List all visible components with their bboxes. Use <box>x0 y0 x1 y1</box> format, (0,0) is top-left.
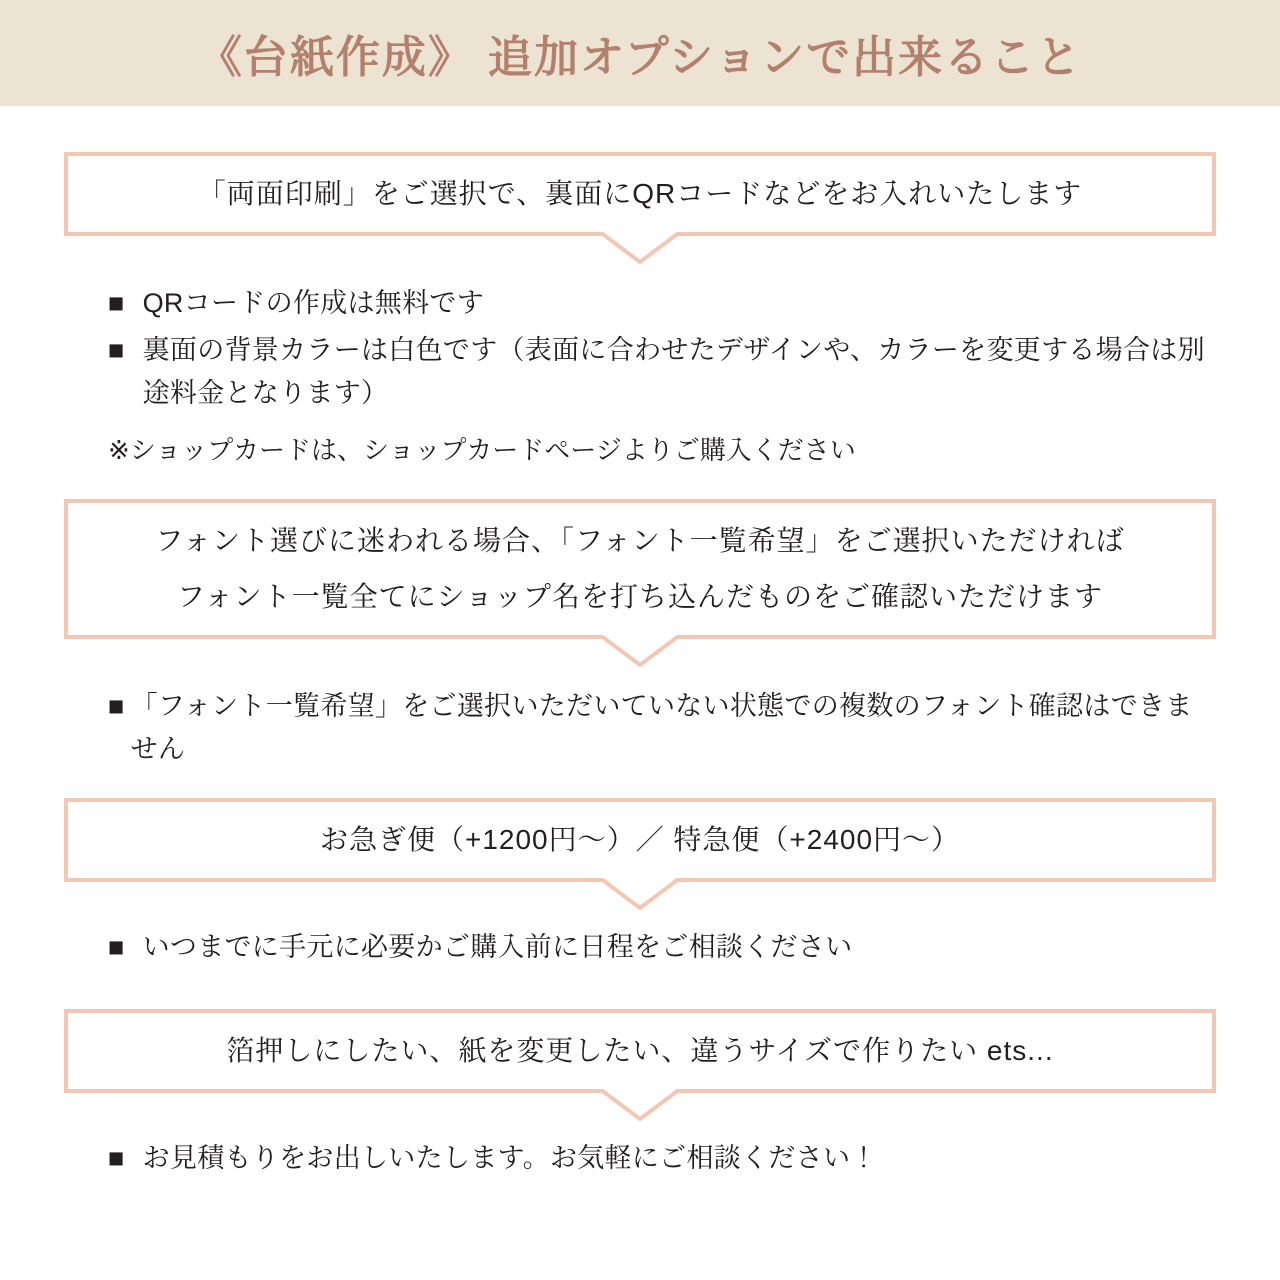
option-box-text: 「両面印刷」をご選択で、裏面にQRコードなどをお入れいたします <box>197 178 1083 209</box>
list-item-text: 「フォント一覧希望」をご選択いただいていない状態での複数のフォント確認はできません <box>130 691 1193 765</box>
shop-card-note: ※ショップカードは、ショップカードページよりご購入ください <box>108 434 856 465</box>
list-item-text: いつまでに手元に必要かご購入前に日程をご相談ください <box>142 931 853 962</box>
list-item-text: お見積もりをお出しいたします。お気軽にご相談ください！ <box>142 1142 878 1173</box>
list-item <box>108 1137 1216 1180</box>
page-title: 《台紙作成》 追加オプションで出来ること <box>197 33 1083 82</box>
page-header <box>0 0 1280 106</box>
section-express-delivery <box>64 798 1216 969</box>
section-font-list-request <box>64 499 1216 771</box>
list-item <box>108 282 1216 325</box>
section-double-sided-printing <box>64 152 1216 471</box>
bullet-list <box>64 1137 1216 1180</box>
option-box-custom-requests <box>64 1009 1216 1093</box>
square-bullet-icon: ■ <box>108 335 125 366</box>
content <box>0 152 1280 1240</box>
square-bullet-icon: ■ <box>108 288 125 318</box>
list-item <box>108 685 1216 771</box>
square-bullet-icon: ■ <box>108 931 125 962</box>
list-item <box>108 926 1216 969</box>
down-pointer-icon <box>588 1089 692 1123</box>
square-bullet-icon: ■ <box>108 691 125 722</box>
option-box-text: フォント選びに迷われる場合、「フォント一覧希望」をご選択いただければ <box>155 525 1125 557</box>
section-custom-requests <box>64 1009 1216 1180</box>
list-item-text: QRコードの作成は無料です <box>142 288 485 318</box>
option-box-text: フォント一覧全てにショップ名を打ち込んだものをご確認いただけます <box>176 581 1104 613</box>
option-box-express-delivery <box>64 798 1216 882</box>
option-box-double-sided-printing <box>64 152 1216 236</box>
bullet-list <box>64 282 1216 416</box>
bullet-list <box>64 685 1216 771</box>
option-box-font-list <box>64 499 1216 639</box>
down-pointer-icon <box>588 232 692 266</box>
list-item-text: 裏面の背景カラーは白色です（表面に合わせたデザインや、カラーを変更する場合は別途料金となります） <box>142 335 1205 409</box>
list-item <box>108 329 1216 415</box>
option-box-text: お急ぎ便（+1200円〜）／ 特急便（+2400円〜） <box>319 823 961 855</box>
square-bullet-icon: ■ <box>108 1142 125 1173</box>
bullet-list <box>64 926 1216 969</box>
down-pointer-icon <box>588 878 692 912</box>
option-box-text: 箔押しにしたい、紙を変更したい、違うサイズで作りたい ets... <box>226 1034 1054 1066</box>
down-pointer-icon <box>588 635 692 669</box>
